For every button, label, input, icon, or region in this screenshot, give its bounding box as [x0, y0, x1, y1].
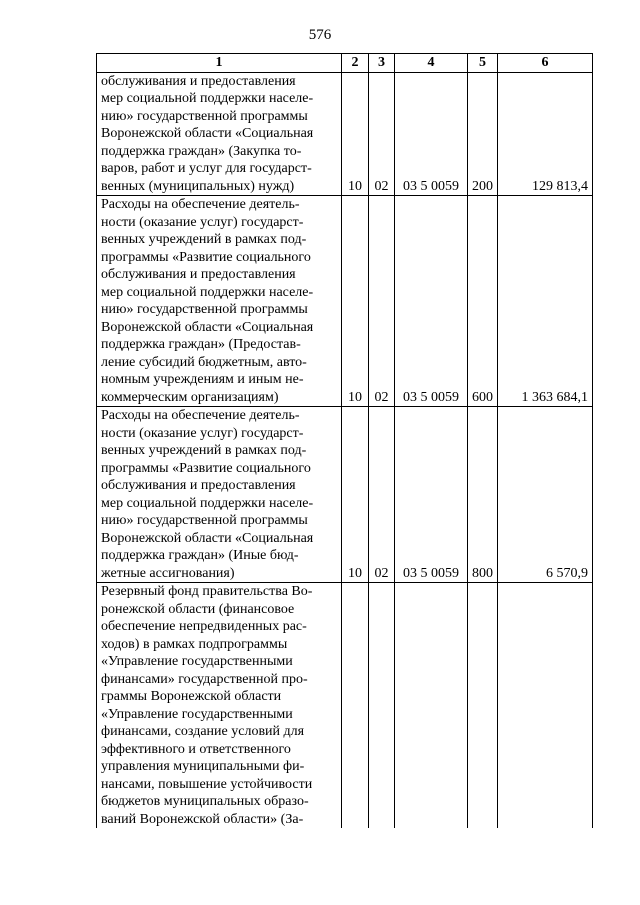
table-row [97, 196, 593, 407]
description-line: венных учреждений в рамках под- [101, 232, 307, 247]
description-line: поддержка граждан» (Предостав- [101, 337, 301, 352]
table-row [97, 72, 593, 196]
description-line: обеспечение непредвиденных рас- [101, 619, 307, 634]
description-line: жетные ассигнования) [101, 565, 235, 581]
description-line: коммерческим организациям) [101, 389, 279, 405]
row-description [97, 583, 342, 829]
description-line: венных учреждений в рамках под- [101, 443, 307, 458]
description-line: обслуживания и предоставления [101, 73, 296, 89]
description-line: Воронежской области «Социальная [101, 126, 314, 141]
description-line: Резервный фонд правительства Во- [101, 584, 313, 599]
description-line: номным учреждениям и иным не- [101, 372, 304, 387]
subsection-code [369, 583, 395, 829]
table-header-row [97, 54, 593, 73]
table-body [97, 72, 593, 828]
table-row [97, 407, 593, 583]
expense-type-code [468, 583, 498, 829]
description-line: мер социальной поддержки населе- [101, 495, 314, 511]
description-line: управления муниципальными фи- [101, 759, 305, 774]
row-description [97, 407, 342, 583]
subsection-code: 02 [369, 407, 395, 583]
description-line: граммы Воронежской области [101, 689, 282, 704]
amount [498, 583, 593, 829]
description-line: Расходы на обеспечение деятель- [101, 408, 300, 423]
page-number: 576 [308, 27, 332, 43]
description-line: нию» государственной программы [101, 513, 308, 528]
column-header-4: 4 [395, 54, 468, 73]
description-line: ваний Воронежской области» (За- [101, 811, 304, 827]
column-header-3: 3 [369, 54, 395, 73]
target-article-code: 03 5 0059 [395, 196, 468, 407]
description-line: поддержка граждан» (Закупка то- [101, 143, 302, 159]
description-line: нансами, повышение устойчивости [101, 776, 313, 792]
target-article-code: 03 5 0059 [395, 407, 468, 583]
subsection-code: 02 [369, 72, 395, 196]
description-line: бюджетов муниципальных образо- [101, 794, 309, 809]
description-line: ходов) в рамках подпрограммы [101, 636, 288, 652]
description-line: нию» государственной программы [101, 302, 308, 317]
description-line: ности (оказание услуг) государст- [101, 425, 304, 441]
description-line: «Управление государственными [101, 706, 293, 722]
target-article-code: 03 5 0059 [395, 72, 468, 196]
amount: 129 813,4 [498, 72, 593, 196]
expense-type-code: 200 [468, 72, 498, 196]
description-line: эффективного и ответственного [101, 741, 291, 757]
budget-table [96, 53, 593, 828]
description-line: обслуживания и предоставления [101, 478, 296, 493]
column-header-6: 6 [498, 54, 593, 73]
table-row [97, 583, 593, 829]
description-line: варов, работ и услуг для государст- [101, 161, 312, 176]
target-article-code [395, 583, 468, 829]
description-line: Воронежской области «Социальная [101, 319, 314, 335]
description-line: нию» государственной программы [101, 108, 308, 124]
expense-type-code: 800 [468, 407, 498, 583]
description-line: ление субсидий бюджетным, авто- [101, 354, 307, 370]
description-line: поддержка граждан» (Иные бюд- [101, 548, 299, 563]
description-line: Расходы на обеспечение деятель- [101, 197, 300, 212]
column-header-2: 2 [342, 54, 369, 73]
description-line: венных (муниципальных) нужд) [101, 178, 295, 194]
subsection-code: 02 [369, 196, 395, 407]
description-line: мер социальной поддержки населе- [101, 91, 314, 106]
description-line: обслуживания и предоставления [101, 267, 296, 282]
description-line: Воронежской области «Социальная [101, 530, 314, 546]
description-line: ронежской области (финансовое [101, 601, 295, 617]
amount: 1 363 684,1 [498, 196, 593, 407]
section-code: 10 [342, 196, 369, 407]
section-code: 10 [342, 72, 369, 196]
section-code [342, 583, 369, 829]
row-description [97, 196, 342, 407]
column-header-5: 5 [468, 54, 498, 73]
description-line: программы «Развитие социального [101, 249, 311, 265]
description-line: финансами» государственной про- [101, 671, 308, 687]
description-line: мер социальной поддержки населе- [101, 284, 314, 300]
section-code: 10 [342, 407, 369, 583]
description-line: программы «Развитие социального [101, 460, 311, 476]
description-line: финансами, создание условий для [101, 724, 305, 739]
column-header-1: 1 [97, 54, 342, 73]
amount: 6 570,9 [498, 407, 593, 583]
description-line: «Управление государственными [101, 654, 293, 669]
expense-type-code: 600 [468, 196, 498, 407]
description-line: ности (оказание услуг) государст- [101, 214, 304, 230]
row-description [97, 72, 342, 196]
